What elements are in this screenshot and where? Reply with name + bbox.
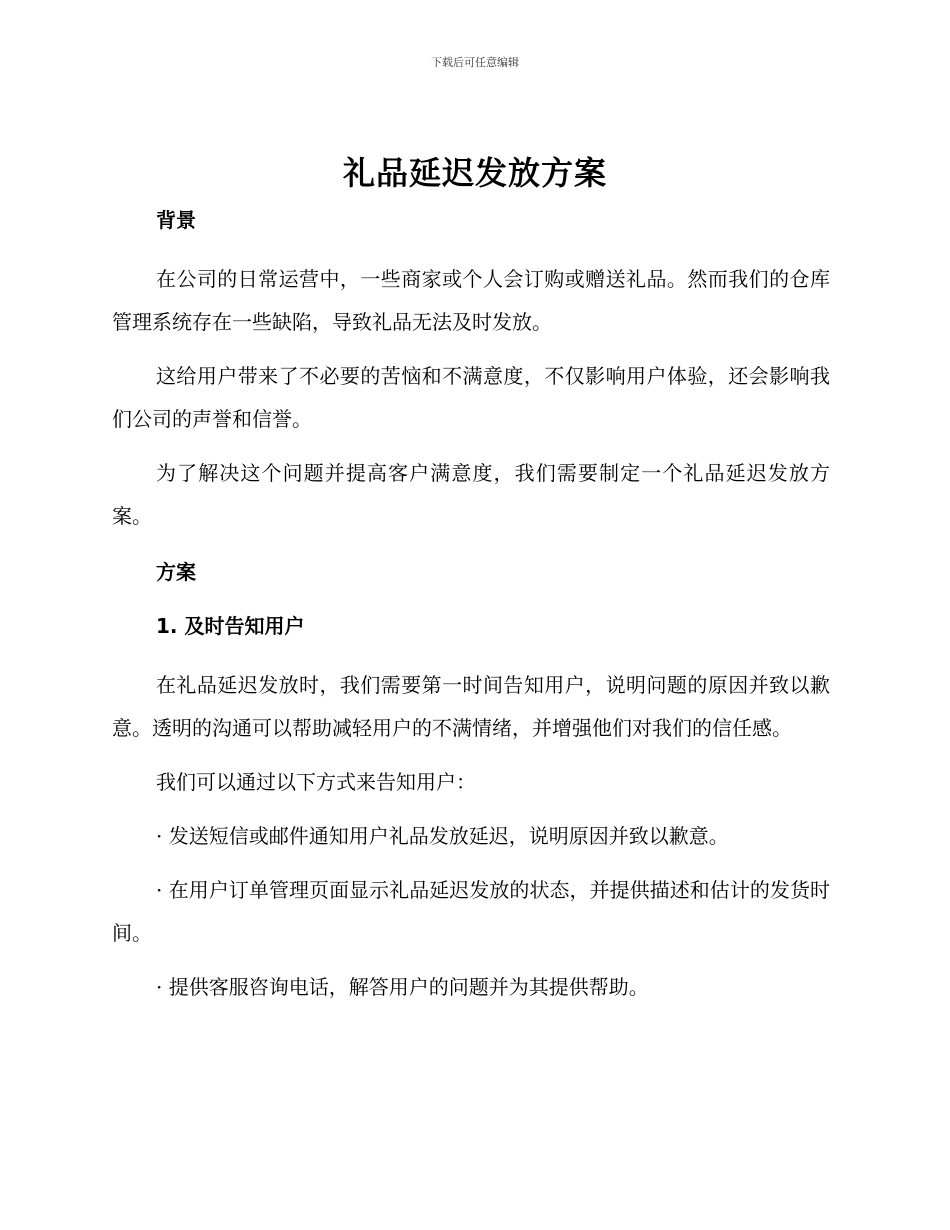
subheading-notify-users: 1. 及时告知用户 [156,614,305,638]
bullet-item-1: · 发送短信或邮件通知用户礼品发放延迟，说明原因并致以歉意。 [156,824,729,848]
section-heading-plan: 方案 [156,560,196,584]
paragraph-background-2: 这给用户带来了不必要的苦恼和不满意度，不仅影响用户体验，还会影响我们公司的声誉和信誉。 [112,364,830,431]
bullet-item-3: · 提供客服咨询电话，解答用户的问题并为其提供帮助。 [156,975,649,999]
document-body [112,204,830,1020]
paragraph-notify-2: 我们可以通过以下方式来告知用户： [156,770,476,794]
paragraph-background-3: 为了解决这个问题并提高客户满意度，我们需要制定一个礼品延迟发放方案。 [112,461,830,528]
document-title: 礼品延迟发放方案 [342,154,607,192]
paragraph-background-1: 在公司的日常运营中，一些商家或个人会订购或赠送礼品。然而我们的仓库管理系统存在一些缺陷，导致礼品无法及时发放。 [112,267,830,334]
section-heading-background: 背景 [156,208,196,232]
paragraph-notify-1: 在礼品延迟发放时，我们需要第一时间告知用户，说明问题的原因并致以歉意。透明的沟通可以帮助减轻用户的不满情绪，并增强他们对我们的信任感。 [112,673,830,740]
bullet-item-2: · 在用户订单管理页面显示礼品延迟发放的状态，并提供描述和估计的发货时间。 [112,878,830,945]
header-note: 下载后可任意编辑 [431,56,519,69]
